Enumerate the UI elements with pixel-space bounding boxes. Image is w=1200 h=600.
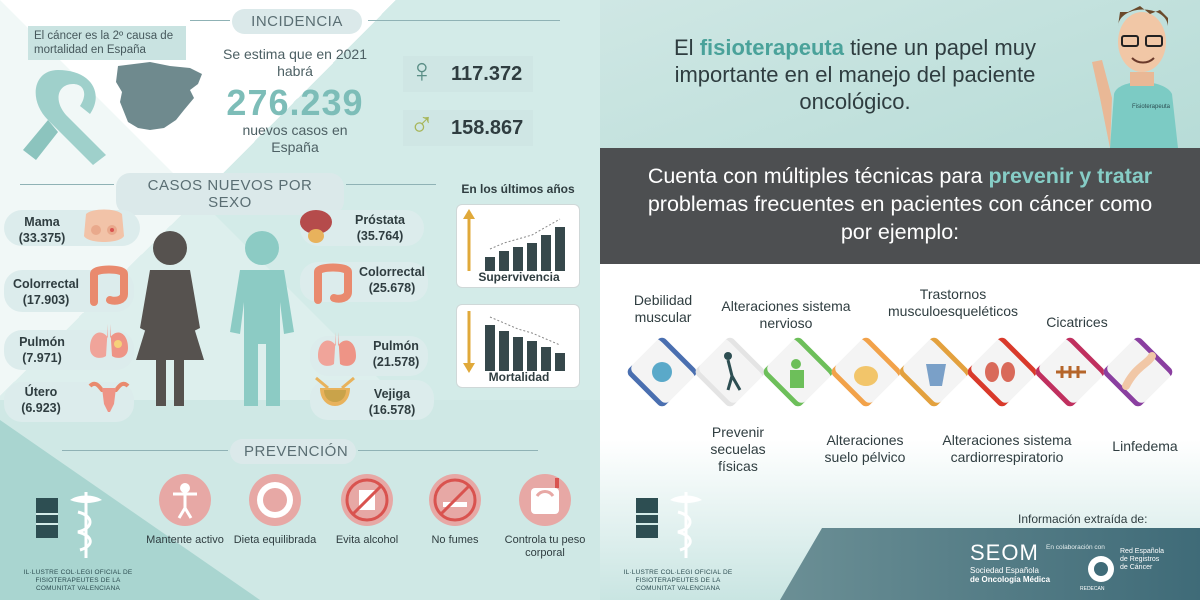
plate-icon bbox=[249, 474, 301, 526]
redecan-line: de Registros bbox=[1120, 556, 1160, 563]
female-case-pulmon bbox=[14, 334, 70, 366]
case-value: (21.578) bbox=[372, 355, 420, 369]
prostate-icon bbox=[294, 206, 338, 246]
case-name: Colorrectal bbox=[359, 265, 425, 279]
therapy-icon bbox=[791, 359, 801, 369]
breast-icon bbox=[82, 206, 126, 246]
label-cardio: Alteraciones sistema cardiorrespiratorio bbox=[942, 432, 1072, 465]
ball-icon bbox=[652, 362, 672, 382]
scar-icon bbox=[1056, 366, 1086, 378]
case-value: (25.678) bbox=[368, 281, 416, 295]
female-count: 117.372 bbox=[451, 63, 523, 85]
estimate-bottom: nuevos casos en España bbox=[242, 122, 348, 155]
cancer-ribbon-icon bbox=[18, 60, 113, 170]
mortality-note: El cáncer es la 2º causa de mortalidad en España bbox=[28, 26, 186, 60]
female-case-utero bbox=[18, 384, 64, 416]
caduceus-logo-icon bbox=[622, 484, 734, 564]
prevention-active bbox=[140, 474, 230, 547]
male-case-vejiga bbox=[364, 386, 420, 418]
survival-chart bbox=[456, 204, 580, 288]
female-case-colorrectal bbox=[6, 276, 86, 308]
case-name: Pulmón bbox=[373, 339, 419, 353]
lungs-icon bbox=[86, 322, 132, 362]
seom-sub: Sociedad Española bbox=[970, 566, 1039, 575]
prevention-diet bbox=[230, 474, 320, 547]
prevention-weight bbox=[500, 474, 590, 560]
prevention-label: Controla tu peso corporal bbox=[504, 534, 586, 559]
divider bbox=[346, 184, 436, 185]
colon-icon bbox=[310, 262, 356, 304]
right-panel bbox=[600, 0, 1200, 600]
label-musculoesqueletico: Trastornos musculoesqueléticos bbox=[888, 286, 1018, 319]
case-value: (7.971) bbox=[22, 351, 62, 365]
divider bbox=[62, 450, 228, 451]
headline bbox=[660, 34, 1050, 115]
band-text: Cuenta con múltiples técnicas para bbox=[647, 164, 989, 188]
heart-lungs-icon bbox=[985, 362, 999, 382]
label-nervioso: Alteraciones sistema nervioso bbox=[721, 298, 851, 331]
pelvis-icon bbox=[854, 366, 878, 386]
label-linfedema: Linfedema bbox=[1112, 438, 1178, 454]
colegio-logo bbox=[22, 484, 134, 593]
redecan-small: REDECAN bbox=[1080, 586, 1105, 592]
male-icon: ♂ bbox=[409, 106, 435, 144]
seom-logo bbox=[970, 540, 1050, 584]
case-name: Vejiga bbox=[373, 387, 411, 401]
mortality-chart bbox=[456, 304, 580, 388]
woman-figure-icon bbox=[130, 228, 210, 408]
walking-icon bbox=[728, 360, 740, 390]
divider bbox=[368, 20, 560, 21]
male-total bbox=[403, 106, 533, 146]
headline-text: tiene un papel muy importante en el manejo del paciente oncológico. bbox=[674, 35, 1036, 114]
spain-map-icon bbox=[110, 58, 210, 138]
caduceus-logo-icon bbox=[22, 484, 134, 564]
label-suelo: Alteraciones suelo pélvico bbox=[824, 432, 906, 465]
man-figure-icon bbox=[222, 228, 302, 408]
divider bbox=[190, 20, 230, 21]
no-smoking-icon bbox=[429, 474, 481, 526]
techniques-text bbox=[640, 162, 1160, 246]
redecan-logo-icon bbox=[1086, 554, 1116, 584]
collaboration-label: En colaboración con bbox=[1046, 544, 1105, 551]
total-cases: 276.239 bbox=[226, 82, 364, 123]
male-case-prostata bbox=[348, 212, 412, 244]
colegio-text: IL·LUSTRE COL·LEGI OFICIAL DE FISIOTERAPEUTES DE LA COMUNITAT VALENCIANA bbox=[23, 569, 133, 592]
badge-text: Fisioterapeuta bbox=[1132, 104, 1171, 110]
uterus-icon bbox=[86, 376, 132, 416]
bladder-icon bbox=[312, 372, 358, 416]
prevention-alcohol bbox=[322, 474, 412, 547]
incidencia-title: INCIDENCIA bbox=[232, 9, 362, 34]
limb-icon bbox=[1126, 356, 1152, 386]
prevention-label: Dieta equilibrada bbox=[233, 534, 317, 546]
male-case-pulmon bbox=[368, 338, 424, 370]
redecan-text bbox=[1120, 548, 1164, 572]
mortality-label: Mortalidad bbox=[488, 370, 550, 384]
label-cicatrices: Cicatrices bbox=[1046, 314, 1108, 330]
colon-icon bbox=[86, 264, 132, 306]
case-value: (6.923) bbox=[21, 401, 61, 415]
source-label: Información extraída de: bbox=[1018, 512, 1148, 526]
colegio-text: IL·LUSTRE COL·LEGI OFICIAL DE FISIOTERAPEUTES DE LA COMUNITAT VALENCIANA bbox=[623, 569, 733, 592]
trend-panel bbox=[448, 182, 588, 394]
technique-icons bbox=[636, 346, 1196, 398]
lungs-icon bbox=[314, 330, 360, 370]
case-value: (16.578) bbox=[368, 403, 416, 417]
no-alcohol-icon bbox=[341, 474, 393, 526]
headline-highlight: fisioterapeuta bbox=[699, 35, 844, 60]
sexo-title: CASOS NUEVOS POR SEXO bbox=[116, 173, 344, 215]
male-count: 158.867 bbox=[451, 117, 524, 139]
divider bbox=[20, 184, 114, 185]
case-name: Mama bbox=[24, 215, 60, 229]
band-text: problemas frecuentes en pacientes con cáncer como por ejemplo: bbox=[647, 192, 1153, 244]
exercise-icon bbox=[159, 474, 211, 526]
label-prevenir: Prevenir secuelas físicas bbox=[710, 424, 766, 474]
case-name: Próstata bbox=[354, 213, 406, 227]
female-icon: ♀ bbox=[409, 52, 435, 90]
colegio-logo bbox=[622, 484, 734, 593]
trend-title: En los últimos años bbox=[461, 182, 575, 196]
seom-sub: de Oncología Médica bbox=[970, 575, 1051, 584]
prevention-label: Mantente activo bbox=[146, 534, 224, 546]
case-value: (17.903) bbox=[22, 293, 70, 307]
case-name: Colorrectal bbox=[13, 277, 79, 291]
label-debilidad: Debilidad muscular bbox=[633, 292, 693, 325]
band-highlight: prevenir y tratar bbox=[988, 164, 1153, 188]
male-case-colorrectal bbox=[356, 264, 428, 296]
survival-label: Supervivencia bbox=[478, 270, 560, 284]
case-name: Pulmón bbox=[19, 335, 65, 349]
estimate-top: Se estima que en 2021 habrá bbox=[223, 46, 367, 79]
headline-text: El bbox=[674, 35, 700, 60]
scale-icon bbox=[519, 474, 571, 526]
case-value: (35.764) bbox=[356, 229, 404, 243]
back-icon bbox=[926, 364, 946, 386]
prevention-smoking bbox=[410, 474, 500, 547]
prevencion-title: PREVENCIÓN bbox=[230, 439, 356, 464]
case-name: Útero bbox=[24, 385, 58, 399]
physiotherapist-illustration bbox=[1084, 2, 1196, 148]
case-value: (33.375) bbox=[18, 231, 66, 245]
redecan-line: Red Española bbox=[1120, 548, 1164, 555]
female-total bbox=[403, 52, 533, 92]
redecan-line: de Cáncer bbox=[1120, 564, 1153, 571]
prevention-label: Evita alcohol bbox=[335, 534, 399, 546]
divider bbox=[358, 450, 538, 451]
female-case-mama bbox=[10, 214, 74, 246]
seom-title: SEOM bbox=[970, 540, 1039, 565]
techniques-band bbox=[600, 148, 1200, 264]
prevention-label: No fumes bbox=[431, 534, 479, 546]
